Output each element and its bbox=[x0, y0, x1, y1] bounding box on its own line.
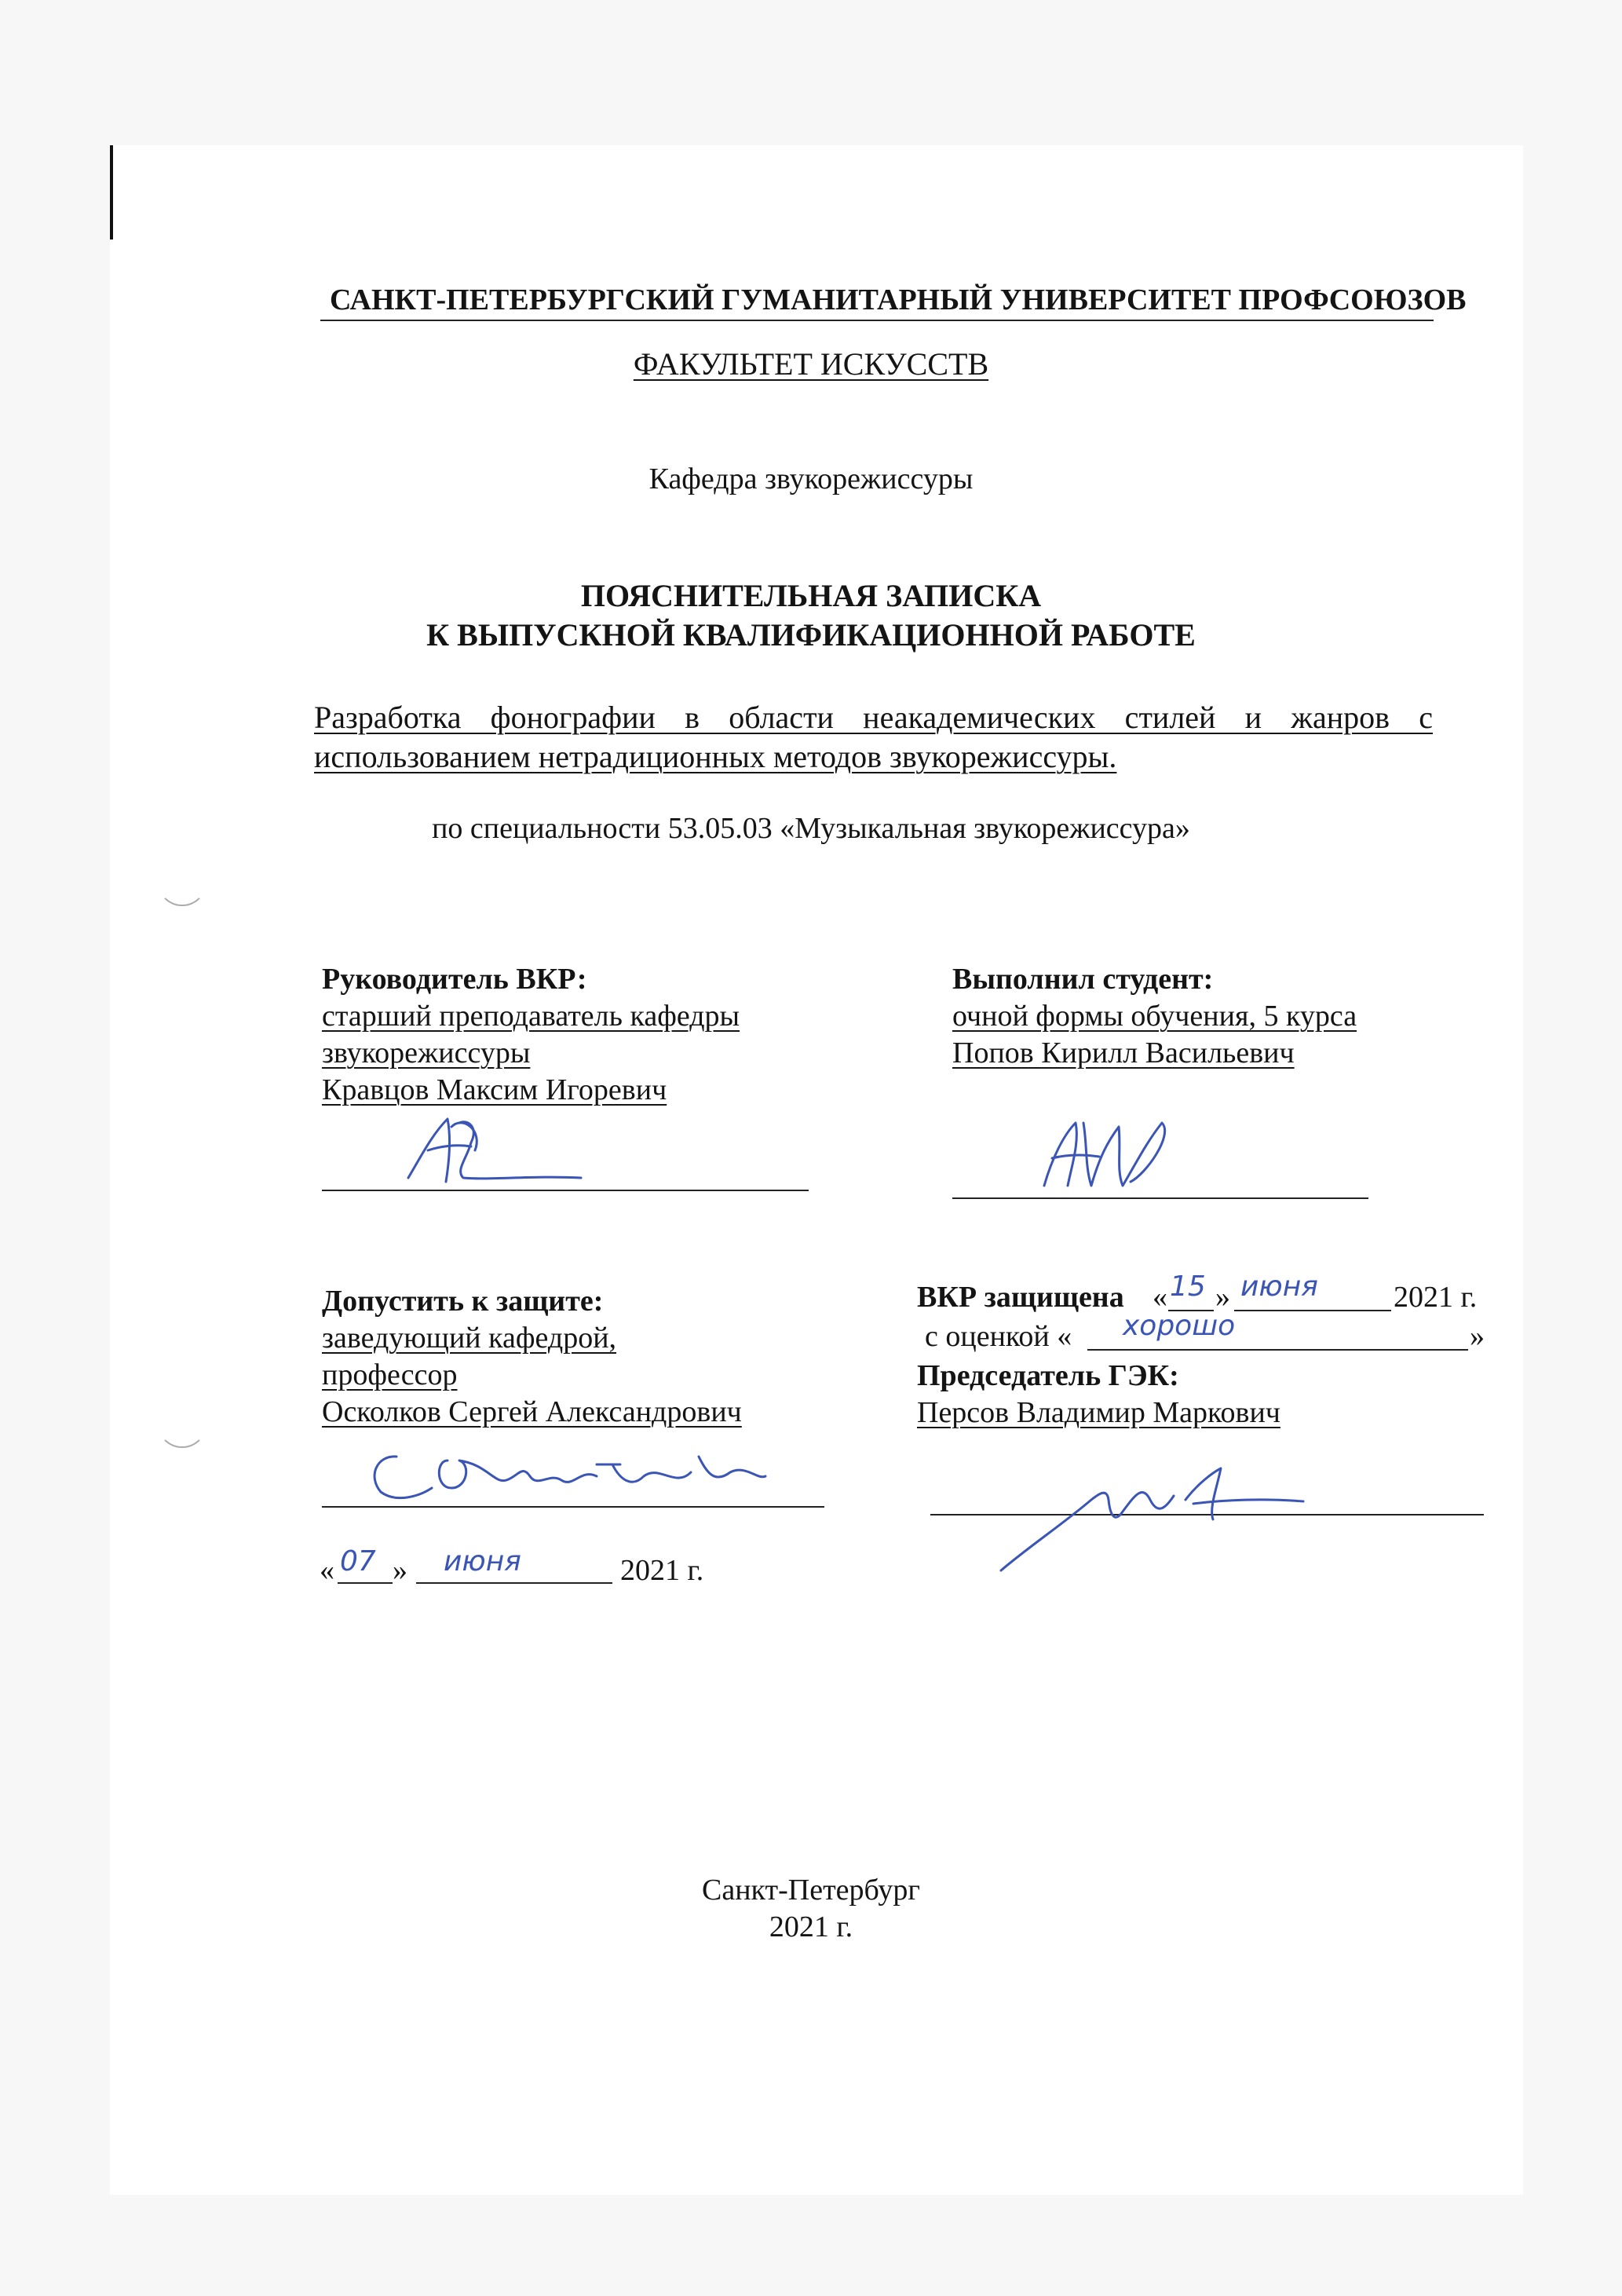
admission-date-mid: » bbox=[393, 1554, 407, 1587]
specialty: по специальности 53.05.03 «Музыкальная звукорежиссура» bbox=[432, 812, 1190, 845]
defense-month-handwritten: июня bbox=[1240, 1270, 1318, 1303]
defense-grade-prefix: с оценкой « bbox=[925, 1320, 1072, 1353]
document-title-line2: К ВЫПУСКНОЙ КВАЛИФИКАЦИОННОЙ РАБОТЕ bbox=[426, 617, 1196, 653]
thesis-topic-line1: Разработка фонографии в области неакадемических стилей и жанров с bbox=[314, 700, 1433, 735]
defense-date-year: 2021 г. bbox=[1394, 1281, 1478, 1314]
gek-chair-name: Персов Владимир Маркович bbox=[917, 1396, 1280, 1429]
defense-grade-handwritten: хорошо bbox=[1123, 1310, 1236, 1342]
admission-label: Допустить к защите: bbox=[322, 1285, 604, 1318]
punch-hole-mark bbox=[157, 856, 207, 906]
admission-date-year: 2021 г. bbox=[620, 1554, 704, 1587]
admission-position-line1: заведующий кафедрой, bbox=[322, 1322, 617, 1355]
defense-date-mid: » bbox=[1215, 1281, 1230, 1314]
scan-edge-mark bbox=[110, 145, 113, 239]
punch-hole-mark bbox=[157, 1398, 207, 1448]
admission-date-open: « bbox=[320, 1554, 334, 1587]
student-info: очной формы обучения, 5 курса bbox=[952, 1000, 1357, 1033]
admission-position-line2: профессор bbox=[322, 1358, 458, 1391]
admission-month-handwritten: июня bbox=[444, 1545, 521, 1578]
admission-signature bbox=[361, 1441, 769, 1512]
student-label: Выполнил студент: bbox=[952, 963, 1214, 996]
document-title-line1: ПОЯСНИТЕЛЬНАЯ ЗАПИСКА bbox=[580, 578, 1042, 613]
defense-grade-close: » bbox=[1470, 1320, 1485, 1353]
supervisor-position-line2: звукорежиссуры bbox=[322, 1036, 531, 1069]
department-name: Кафедра звукорежиссуры bbox=[648, 462, 974, 495]
supervisor-label: Руководитель ВКР: bbox=[322, 963, 587, 996]
gek-chair-label: Председатель ГЭК: bbox=[917, 1359, 1179, 1392]
university-name: САНКТ-ПЕТЕРБУРГСКИЙ ГУМАНИТАРНЫЙ УНИВЕРСИТЕТ ПРОФСОЮЗОВ bbox=[330, 283, 1467, 316]
admission-month-line bbox=[416, 1582, 612, 1584]
student-signature bbox=[1028, 1111, 1185, 1197]
gek-chair-signature bbox=[997, 1453, 1311, 1578]
thesis-topic-line2: использованием нетрадиционных методов звукорежиссуры. bbox=[314, 739, 1117, 774]
admission-day-handwritten: 07 bbox=[340, 1545, 376, 1578]
footer-city: Санкт-Петербург bbox=[701, 1874, 921, 1907]
defense-grade-line bbox=[1087, 1349, 1468, 1351]
student-name: Попов Кирилл Васильевич bbox=[952, 1036, 1295, 1069]
defense-day-handwritten: 15 bbox=[1170, 1270, 1206, 1303]
footer-year: 2021 г. bbox=[769, 1910, 853, 1943]
admission-head-name: Осколков Сергей Александрович bbox=[322, 1395, 742, 1428]
supervisor-position-line1: старший преподаватель кафедры bbox=[322, 1000, 740, 1033]
supervisor-name: Кравцов Максим Игоревич bbox=[322, 1073, 667, 1106]
student-signature-line bbox=[952, 1197, 1368, 1199]
university-underline bbox=[320, 320, 1434, 321]
defense-label: ВКР защищена bbox=[917, 1281, 1124, 1314]
defense-month-line bbox=[1234, 1310, 1391, 1311]
faculty-name: ФАКУЛЬТЕТ ИСКУССТВ bbox=[633, 346, 989, 382]
admission-day-line bbox=[338, 1582, 393, 1584]
defense-date-open: « bbox=[1153, 1281, 1167, 1314]
supervisor-signature bbox=[393, 1103, 597, 1197]
